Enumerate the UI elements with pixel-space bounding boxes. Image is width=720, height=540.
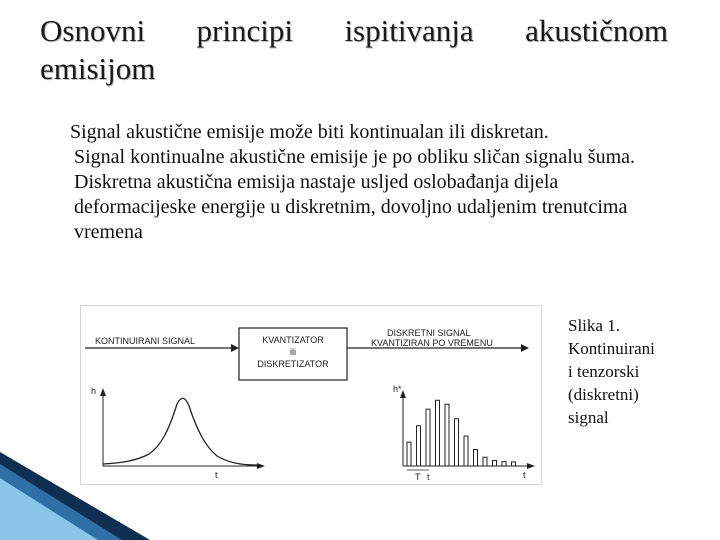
- right-x-label: t: [523, 470, 526, 480]
- discrete-pulse: [436, 400, 440, 466]
- left-y-label: h: [91, 386, 97, 396]
- discrete-pulse: [493, 461, 497, 466]
- quantizer-or-label: ili: [290, 347, 296, 357]
- paragraph: Signal kontinualne akustične emisije je po obliku sličan signalu šuma.: [74, 146, 636, 168]
- title-word: principi: [196, 13, 293, 48]
- discretizer-label: DISKRETIZATOR: [257, 359, 329, 369]
- discrete-pulse: [417, 426, 421, 466]
- caption-line: (diskretni): [568, 385, 639, 404]
- left-x-label: t: [215, 470, 218, 480]
- left-y-axis-head: [100, 388, 106, 396]
- paragraph: Signal akustične emisije može biti kontinualan ili diskretan.: [70, 121, 549, 143]
- title-word: Osnovni: [40, 13, 146, 48]
- discrete-pulse: [512, 462, 516, 466]
- discrete-signal-sublabel: KVANTIZIRAN PO VREMENU: [371, 338, 493, 348]
- slide-body: [70, 120, 670, 245]
- discrete-pulse: [426, 409, 430, 466]
- output-arrow-head: [521, 344, 529, 352]
- figure-caption: [568, 314, 688, 429]
- corner-decoration: [0, 440, 150, 540]
- title-word: ispitivanja: [344, 13, 474, 48]
- discrete-pulses: [407, 400, 516, 466]
- discrete-pulse: [464, 436, 468, 466]
- caption-line: Kontinuirani: [568, 339, 655, 358]
- caption-line: i tenzorski: [568, 362, 640, 381]
- sampling-period-label: T: [415, 472, 421, 482]
- slide-title: [40, 12, 668, 88]
- discrete-pulse: [407, 442, 411, 466]
- pulse-width-label: t: [427, 472, 430, 482]
- discrete-pulse: [483, 457, 487, 466]
- title-word: akustičnom: [525, 13, 668, 48]
- paragraph: Diskretna akustična emisija nastaje usljed oslobađanja dijela deformacijeske energije u diskretnim, dovoljno udaljenim trenutcima vremena: [74, 171, 628, 243]
- continuous-signal-label: KONTINUIRANI SIGNAL: [95, 336, 196, 346]
- discrete-pulse: [445, 404, 449, 466]
- input-arrow-head: [231, 344, 239, 352]
- discrete-pulse: [502, 462, 506, 466]
- caption-line: Slika 1.: [568, 316, 620, 335]
- title-line-2: emisijom: [40, 51, 156, 86]
- right-x-axis-head: [527, 463, 535, 469]
- caption-line: signal: [568, 408, 609, 427]
- discrete-pulse: [474, 450, 478, 466]
- left-x-axis-head: [257, 463, 265, 469]
- discrete-pulse: [455, 419, 459, 466]
- quantizer-label: KVANTIZATOR: [262, 335, 324, 345]
- title-line-1: [40, 12, 668, 50]
- discrete-signal-label: DISKRETNI SIGNAL: [387, 328, 471, 338]
- right-y-label: h*: [393, 384, 402, 394]
- signal-diagram: [81, 306, 541, 484]
